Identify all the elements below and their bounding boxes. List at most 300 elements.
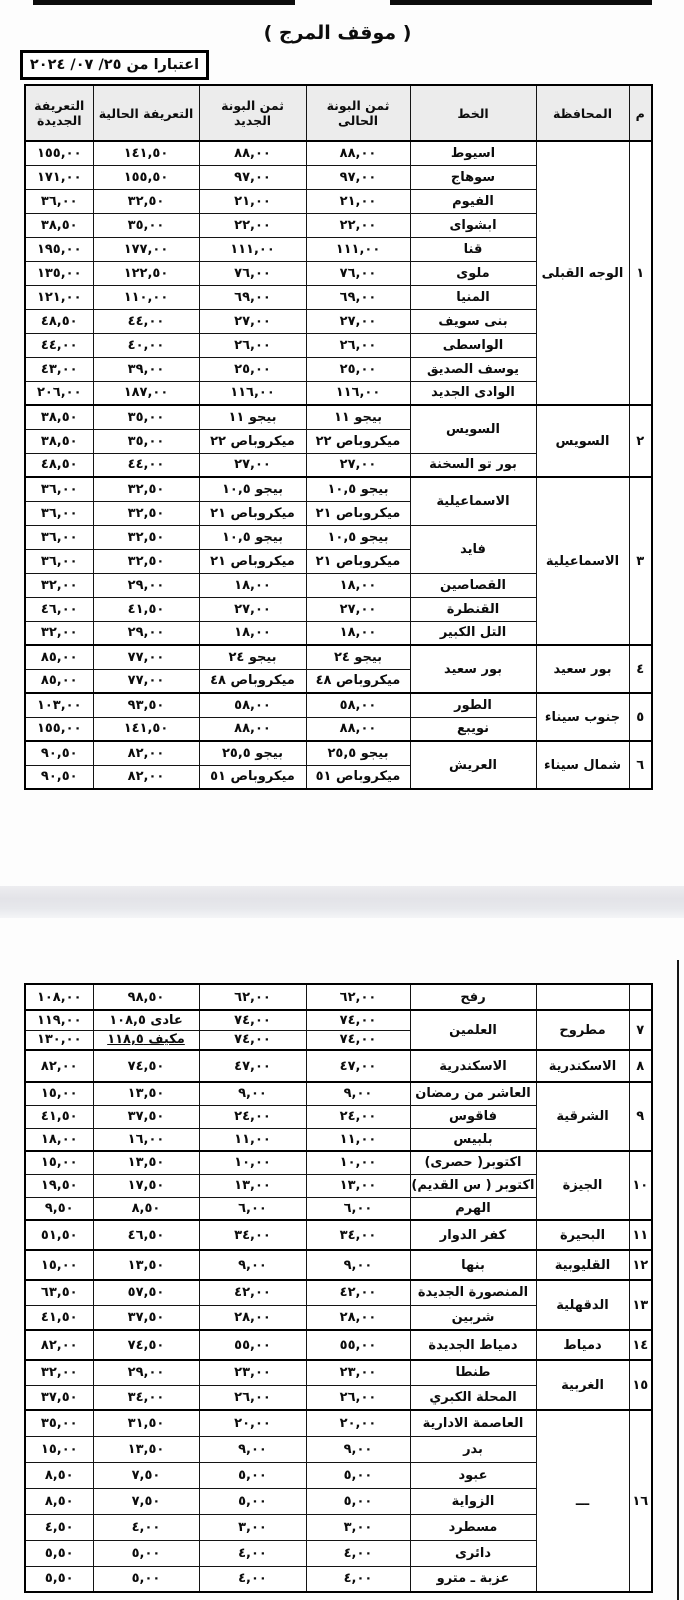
- line-cell: بور سعيد: [410, 645, 536, 693]
- bona-new-cell: ٢٥,٠٠: [199, 357, 306, 381]
- tariff-new-cell: ٣٧,٥٠: [25, 1385, 93, 1410]
- tariff-new-cell: ٢٠٦,٠٠: [25, 381, 93, 405]
- fare-row: [25, 984, 652, 1010]
- line-cell: دائرى: [410, 1540, 536, 1566]
- num-cell: ٦: [629, 741, 652, 789]
- fare-row: [25, 477, 652, 501]
- line-cell: الفيوم: [410, 189, 536, 213]
- bona-new-cell: ٥٨,٠٠: [199, 693, 306, 717]
- bona-new-cell: ١١,٠٠: [199, 1128, 306, 1151]
- bona-current-cell: ٧٦,٠٠: [306, 261, 410, 285]
- tariff-current-cell: ٢٩,٠٠: [93, 573, 199, 597]
- line-cell: فايد: [410, 525, 536, 573]
- line-cell: بدر: [410, 1436, 536, 1462]
- fare-row: [25, 1410, 652, 1436]
- line-cell: نويبع: [410, 717, 536, 741]
- line-cell: الطور: [410, 693, 536, 717]
- bona-current-cell: ميكروباص ٢٢: [306, 429, 410, 453]
- bona-new-cell: ٤,٠٠: [199, 1540, 306, 1566]
- line-cell: كفر الدوار: [410, 1220, 536, 1250]
- tariff-new-cell: ٣٢,٠٠: [25, 573, 93, 597]
- tariff-current-cell: ٤٦,٥٠: [93, 1220, 199, 1250]
- tariff-new-cell: ٦٣,٥٠: [25, 1280, 93, 1305]
- tariff-new-cell: ١٥٥,٠٠: [25, 717, 93, 741]
- fare-row: [25, 645, 652, 669]
- line-cell: المنصورة الجديدة: [410, 1280, 536, 1305]
- fare-table-part2: [24, 983, 653, 1593]
- num-cell: ٣: [629, 477, 652, 645]
- bona-new-cell: ٧٤,٠٠: [199, 1010, 306, 1030]
- tariff-new-cell: ٨,٥٠: [25, 1462, 93, 1488]
- gov-cell: الدقهلية: [536, 1280, 629, 1330]
- tariff-current-cell: ٢٩,٠٠: [93, 1360, 199, 1385]
- tariff-new-cell: ٥١,٥٠: [25, 1220, 93, 1250]
- tariff-new-cell: ١١٩,٠٠: [25, 1010, 93, 1030]
- tariff-new-cell: ٣٦,٠٠: [25, 549, 93, 573]
- fare-row: [25, 1050, 652, 1082]
- line-cell: ملوى: [410, 261, 536, 285]
- tariff-new-cell: ٥,٥٠: [25, 1566, 93, 1592]
- tariff-new-cell: ١٨,٠٠: [25, 1128, 93, 1151]
- num-cell: ١٥: [629, 1360, 652, 1410]
- gov-cell: السويس: [536, 405, 629, 477]
- bona-current-cell: ٢٨,٠٠: [306, 1305, 410, 1330]
- tariff-new-cell: ١٢١,٠٠: [25, 285, 93, 309]
- bona-current-cell: بيجو ١٠,٥: [306, 525, 410, 549]
- line-cell: بنى سويف: [410, 309, 536, 333]
- line-cell: عبود: [410, 1462, 536, 1488]
- fare-row: [25, 1220, 652, 1250]
- line-cell: المنيا: [410, 285, 536, 309]
- num-cell: ١١: [629, 1220, 652, 1250]
- tariff-new-cell: ١٥,٠٠: [25, 1082, 93, 1105]
- bona-new-cell: ٥٥,٠٠: [199, 1330, 306, 1360]
- bona-new-cell: ٣,٠٠: [199, 1514, 306, 1540]
- tariff-new-cell: ٣٨,٥٠: [25, 429, 93, 453]
- tariff-current-cell: ١٢٢,٥٠: [93, 261, 199, 285]
- tariff-current-cell: ١٥٥,٥٠: [93, 165, 199, 189]
- line-cell: رفح: [410, 984, 536, 1010]
- line-cell: العاشر من رمضان: [410, 1082, 536, 1105]
- bona-current-cell: ٥٨,٠٠: [306, 693, 410, 717]
- bona-new-cell: ٧٤,٠٠: [199, 1030, 306, 1050]
- line-cell: بور تو السخنة: [410, 453, 536, 477]
- bona-new-cell: ٢٧,٠٠: [199, 453, 306, 477]
- tariff-current-cell: ٩٨,٥٠: [93, 984, 199, 1010]
- tariff-new-cell: ٨٥,٠٠: [25, 669, 93, 693]
- num-cell: ١٣: [629, 1280, 652, 1330]
- gov-cell: الغربية: [536, 1360, 629, 1410]
- fare-row: [25, 1082, 652, 1105]
- tariff-current-cell: ٧٤,٥٠: [93, 1050, 199, 1082]
- bona-current-cell: ٤,٠٠: [306, 1540, 410, 1566]
- line-cell: القنطرة: [410, 597, 536, 621]
- column-header-num: م: [629, 85, 652, 141]
- tariff-current-cell: عادى ١٠٨,٥: [93, 1010, 199, 1030]
- bona-current-cell: ٢٤,٠٠: [306, 1105, 410, 1128]
- num-cell: ١٦: [629, 1410, 652, 1592]
- fare-row: [25, 1151, 652, 1174]
- tariff-new-cell: ٤٨,٥٠: [25, 453, 93, 477]
- bona-current-cell: ميكروباص ٤٨: [306, 669, 410, 693]
- gov-cell: الوجه القبلى: [536, 141, 629, 405]
- tariff-current-cell: ١٧٧,٠٠: [93, 237, 199, 261]
- bona-new-cell: ٢٨,٠٠: [199, 1305, 306, 1330]
- tariff-current-cell: ١٨٧,٠٠: [93, 381, 199, 405]
- bona-new-cell: بيجو ٢٤: [199, 645, 306, 669]
- top-border-line-left: [33, 0, 295, 5]
- gov-cell: الاسكندرية: [536, 1050, 629, 1082]
- bona-current-cell: ٣,٠٠: [306, 1514, 410, 1540]
- bona-new-cell: ٦٢,٠٠: [199, 984, 306, 1010]
- fare-row: [25, 1280, 652, 1305]
- fare-row: [25, 1010, 652, 1030]
- tariff-current-cell: ١٣,٥٠: [93, 1436, 199, 1462]
- tariff-current-cell: ٤١,٥٠: [93, 597, 199, 621]
- line-cell: العريش: [410, 741, 536, 789]
- bona-current-cell: بيجو ٢٤: [306, 645, 410, 669]
- bona-current-cell: بيجو ٢٥,٥: [306, 741, 410, 765]
- bona-current-cell: ١٨,٠٠: [306, 573, 410, 597]
- tariff-current-cell: ٢٩,٠٠: [93, 621, 199, 645]
- line-cell: شربين: [410, 1305, 536, 1330]
- bona-new-cell: ٧٦,٠٠: [199, 261, 306, 285]
- bona-new-cell: ميكروباص ٢١: [199, 549, 306, 573]
- bona-new-cell: ٦٩,٠٠: [199, 285, 306, 309]
- tariff-new-cell: ١٥٥,٠٠: [25, 141, 93, 165]
- tariff-new-cell: ٣٢,٠٠: [25, 1360, 93, 1385]
- line-cell: الاسكندرية: [410, 1050, 536, 1082]
- line-cell: الهرم: [410, 1197, 536, 1220]
- bona-new-cell: ٤,٠٠: [199, 1566, 306, 1592]
- tariff-new-cell: ١٩٥,٠٠: [25, 237, 93, 261]
- tariff-current-cell: ٣٧,٥٠: [93, 1305, 199, 1330]
- page-stitch-divider: [0, 886, 684, 918]
- tariff-current-cell: ٣٢,٥٠: [93, 477, 199, 501]
- tariff-current-cell: ٣٧,٥٠: [93, 1105, 199, 1128]
- line-cell: السويس: [410, 405, 536, 453]
- column-header-bona_current: ثمن البونة الحالى: [306, 85, 410, 141]
- bona-new-cell: ميكروباص ٤٨: [199, 669, 306, 693]
- tariff-current-cell: ٧٧,٠٠: [93, 669, 199, 693]
- column-header-gov: المحافظة: [536, 85, 629, 141]
- bona-current-cell: ١٣,٠٠: [306, 1174, 410, 1197]
- bona-current-cell: ١٠,٠٠: [306, 1151, 410, 1174]
- tariff-new-cell: ١٧١,٠٠: [25, 165, 93, 189]
- num-cell: ١: [629, 141, 652, 405]
- tariff-current-cell: ٥,٠٠: [93, 1566, 199, 1592]
- tariff-new-cell: ٤٣,٠٠: [25, 357, 93, 381]
- tariff-current-cell: ٣٢,٥٠: [93, 549, 199, 573]
- gov-cell: القليوبية: [536, 1250, 629, 1280]
- bona-current-cell: ٤٢,٠٠: [306, 1280, 410, 1305]
- bona-new-cell: ٢٧,٠٠: [199, 597, 306, 621]
- bona-current-cell: ٤٧,٠٠: [306, 1050, 410, 1082]
- gov-cell: بور سعيد: [536, 645, 629, 693]
- top-border-line-right: [390, 0, 652, 5]
- line-cell: اسيوط: [410, 141, 536, 165]
- bona-current-cell: ٥٥,٠٠: [306, 1330, 410, 1360]
- line-cell: عزبة ـ مترو: [410, 1566, 536, 1592]
- bona-new-cell: ٩٧,٠٠: [199, 165, 306, 189]
- tariff-new-cell: ٣٢,٠٠: [25, 621, 93, 645]
- bona-new-cell: ١٨,٠٠: [199, 621, 306, 645]
- bona-new-cell: ٢٣,٠٠: [199, 1360, 306, 1385]
- photo-edge-artifact-line: [677, 960, 679, 1600]
- tariff-current-cell: ٣٥,٠٠: [93, 405, 199, 429]
- bona-current-cell: ٨٨,٠٠: [306, 141, 410, 165]
- tariff-current-cell: ٥,٠٠: [93, 1540, 199, 1566]
- tariff-current-cell: مكيف ١١٨,٥: [93, 1030, 199, 1050]
- line-cell: الواسطى: [410, 333, 536, 357]
- tariff-new-cell: ١٩,٥٠: [25, 1174, 93, 1197]
- tariff-new-cell: ٤,٥٠: [25, 1514, 93, 1540]
- num-cell: ٢: [629, 405, 652, 477]
- gov-cell: مطروح: [536, 1010, 629, 1050]
- gov-cell: جنوب سيناء: [536, 693, 629, 741]
- bona-new-cell: بيجو ٢٥,٥: [199, 741, 306, 765]
- tariff-new-cell: ٣٥,٠٠: [25, 1410, 93, 1436]
- bona-new-cell: ٢١,٠٠: [199, 189, 306, 213]
- tariff-current-cell: ٣٥,٠٠: [93, 429, 199, 453]
- tariff-new-cell: ٣٨,٥٠: [25, 405, 93, 429]
- num-cell: ٧: [629, 1010, 652, 1050]
- bona-new-cell: ٩,٠٠: [199, 1250, 306, 1280]
- bona-new-cell: ٢٦,٠٠: [199, 1385, 306, 1410]
- bona-new-cell: ٩,٠٠: [199, 1436, 306, 1462]
- fare-row: [25, 741, 652, 765]
- gov-cell: دمياط: [536, 1330, 629, 1360]
- tariff-current-cell: ٣٢,٥٠: [93, 525, 199, 549]
- fare-row: [25, 693, 652, 717]
- gov-cell: شمال سيناء: [536, 741, 629, 789]
- bona-current-cell: بيجو ١١: [306, 405, 410, 429]
- tariff-new-cell: ٨٢,٠٠: [25, 1330, 93, 1360]
- tariff-new-cell: ١٥,٠٠: [25, 1151, 93, 1174]
- bona-new-cell: ٢٤,٠٠: [199, 1105, 306, 1128]
- column-header-line: الخط: [410, 85, 536, 141]
- bona-current-cell: ٢٢,٠٠: [306, 213, 410, 237]
- tariff-current-cell: ١٤١,٥٠: [93, 141, 199, 165]
- bona-new-cell: ١٠,٠٠: [199, 1151, 306, 1174]
- line-cell: القصاصين: [410, 573, 536, 597]
- bona-new-cell: بيجو ١٠,٥: [199, 525, 306, 549]
- tariff-new-cell: ٨٢,٠٠: [25, 1050, 93, 1082]
- tariff-current-cell: ٤٤,٠٠: [93, 309, 199, 333]
- tariff-new-cell: ٨٥,٠٠: [25, 645, 93, 669]
- line-cell: سوهاج: [410, 165, 536, 189]
- bona-current-cell: ١٨,٠٠: [306, 621, 410, 645]
- fare-row: [25, 1330, 652, 1360]
- bona-new-cell: ١٨,٠٠: [199, 573, 306, 597]
- tariff-new-cell: ٣٨,٥٠: [25, 213, 93, 237]
- bona-current-cell: ٧٤,٠٠: [306, 1010, 410, 1030]
- tariff-new-cell: ١٣٠,٠٠: [25, 1030, 93, 1050]
- tariff-current-cell: ٨٢,٠٠: [93, 765, 199, 789]
- gov-cell: [536, 984, 629, 1010]
- tariff-current-cell: ٣٢,٥٠: [93, 501, 199, 525]
- gov-cell: الشرقية: [536, 1082, 629, 1151]
- bona-current-cell: ٢٧,٠٠: [306, 309, 410, 333]
- bona-current-cell: ٦٢,٠٠: [306, 984, 410, 1010]
- bona-new-cell: ٨٨,٠٠: [199, 141, 306, 165]
- tariff-new-cell: ٤١,٥٠: [25, 1305, 93, 1330]
- bona-current-cell: ١١٦,٠٠: [306, 381, 410, 405]
- line-cell: اكتوبر ( س القديم): [410, 1174, 536, 1197]
- tariff-current-cell: ١١٠,٠٠: [93, 285, 199, 309]
- bona-new-cell: بيجو ١١: [199, 405, 306, 429]
- tariff-current-cell: ١٤١,٥٠: [93, 717, 199, 741]
- bona-current-cell: ٩,٠٠: [306, 1250, 410, 1280]
- bona-current-cell: ٢٦,٠٠: [306, 1385, 410, 1410]
- tariff-new-cell: ٣٦,٠٠: [25, 501, 93, 525]
- tariff-current-cell: ٤٤,٠٠: [93, 453, 199, 477]
- bona-current-cell: ٦,٠٠: [306, 1197, 410, 1220]
- tariff-current-cell: ٤,٠٠: [93, 1514, 199, 1540]
- bona-new-cell: ميكروباص ٢٢: [199, 429, 306, 453]
- gov-cell: الاسماعيلية: [536, 477, 629, 645]
- tariff-current-cell: ٨٢,٠٠: [93, 741, 199, 765]
- tariff-new-cell: ٤٤,٠٠: [25, 333, 93, 357]
- line-cell: طنطا: [410, 1360, 536, 1385]
- bona-new-cell: ميكروباص ٥١: [199, 765, 306, 789]
- bona-current-cell: ميكروباص ٥١: [306, 765, 410, 789]
- bona-current-cell: ٢٧,٠٠: [306, 453, 410, 477]
- bona-new-cell: ٨٨,٠٠: [199, 717, 306, 741]
- line-cell: ابشواى: [410, 213, 536, 237]
- tariff-current-cell: ٩٣,٥٠: [93, 693, 199, 717]
- fare-row: [25, 405, 652, 429]
- bona-new-cell: ١١١,٠٠: [199, 237, 306, 261]
- line-cell: العلمين: [410, 1010, 536, 1050]
- bona-new-cell: ٢٢,٠٠: [199, 213, 306, 237]
- line-cell: الاسماعيلية: [410, 477, 536, 525]
- tariff-new-cell: ١٠٨,٠٠: [25, 984, 93, 1010]
- page-title: ( موقف المرج ): [263, 22, 412, 44]
- bona-current-cell: ٢٠,٠٠: [306, 1410, 410, 1436]
- tariff-new-cell: ٣٦,٠٠: [25, 477, 93, 501]
- tariff-new-cell: ٤٨,٥٠: [25, 309, 93, 333]
- bona-current-cell: ١١١,٠٠: [306, 237, 410, 261]
- bona-new-cell: بيجو ١٠,٥: [199, 477, 306, 501]
- gov-cell: الجيزة: [536, 1151, 629, 1220]
- tariff-current-cell: ٧,٥٠: [93, 1488, 199, 1514]
- bona-new-cell: ٦,٠٠: [199, 1197, 306, 1220]
- bona-new-cell: ٢٠,٠٠: [199, 1410, 306, 1436]
- bona-new-cell: ١٣,٠٠: [199, 1174, 306, 1197]
- gov-cell: البحيرة: [536, 1220, 629, 1250]
- bona-current-cell: ٣٤,٠٠: [306, 1220, 410, 1250]
- line-cell: بنها: [410, 1250, 536, 1280]
- bona-current-cell: ٢٣,٠٠: [306, 1360, 410, 1385]
- line-cell: فاقوس: [410, 1105, 536, 1128]
- line-cell: الوادى الجديد: [410, 381, 536, 405]
- line-cell: المحلة الكبري: [410, 1385, 536, 1410]
- tariff-current-cell: ١٣,٥٠: [93, 1082, 199, 1105]
- column-header-tariff_new: التعريفة الجديدة: [25, 85, 93, 141]
- gov-cell: ـــ: [536, 1410, 629, 1592]
- tariff-current-cell: ٧٤,٥٠: [93, 1330, 199, 1360]
- bona-current-cell: ٤,٠٠: [306, 1566, 410, 1592]
- bona-current-cell: ٩٧,٠٠: [306, 165, 410, 189]
- num-cell: ٥: [629, 693, 652, 741]
- num-cell: [629, 984, 652, 1010]
- bona-current-cell: ٩,٠٠: [306, 1436, 410, 1462]
- tariff-current-cell: ٧٧,٠٠: [93, 645, 199, 669]
- bona-current-cell: ٥,٠٠: [306, 1462, 410, 1488]
- line-cell: دمياط الجديدة: [410, 1330, 536, 1360]
- bona-current-cell: ٢٧,٠٠: [306, 597, 410, 621]
- num-cell: ٤: [629, 645, 652, 693]
- bona-new-cell: ٥,٠٠: [199, 1462, 306, 1488]
- tariff-current-cell: ٤٠,٠٠: [93, 333, 199, 357]
- fare-row: [25, 1360, 652, 1385]
- tariff-new-cell: ١٠٣,٠٠: [25, 693, 93, 717]
- num-cell: ١٤: [629, 1330, 652, 1360]
- line-cell: العاصمة الادارية: [410, 1410, 536, 1436]
- effective-date-box: اعتبارا من ٢٥/ ٠٧/ ٢٠٢٤: [20, 50, 209, 80]
- column-header-tariff_current: التعريفة الحالية: [93, 85, 199, 141]
- num-cell: ٩: [629, 1082, 652, 1151]
- tariff-new-cell: ٣٦,٠٠: [25, 189, 93, 213]
- bona-current-cell: ٢١,٠٠: [306, 189, 410, 213]
- line-cell: بلبيس: [410, 1128, 536, 1151]
- line-cell: يوسف الصديق: [410, 357, 536, 381]
- bona-current-cell: ميكروباص ٢١: [306, 549, 410, 573]
- tariff-current-cell: ٥٧,٥٠: [93, 1280, 199, 1305]
- tariff-new-cell: ١٥,٠٠: [25, 1250, 93, 1280]
- line-cell: قنا: [410, 237, 536, 261]
- line-cell: اكتوبر( حصرى): [410, 1151, 536, 1174]
- tariff-new-cell: ٨,٥٠: [25, 1488, 93, 1514]
- tariff-current-cell: ١٧,٥٠: [93, 1174, 199, 1197]
- line-cell: مسطرد: [410, 1514, 536, 1540]
- tariff-current-cell: ١٣,٥٠: [93, 1250, 199, 1280]
- tariff-current-cell: ٧,٥٠: [93, 1462, 199, 1488]
- tariff-new-cell: ٩٠,٥٠: [25, 765, 93, 789]
- tariff-current-cell: ١٦,٠٠: [93, 1128, 199, 1151]
- tariff-new-cell: ٣٦,٠٠: [25, 525, 93, 549]
- bona-current-cell: ميكروباص ٢١: [306, 501, 410, 525]
- bona-current-cell: ٢٥,٠٠: [306, 357, 410, 381]
- tariff-current-cell: ٨,٥٠: [93, 1197, 199, 1220]
- bona-new-cell: ١١٦,٠٠: [199, 381, 306, 405]
- tariff-new-cell: ٤٦,٠٠: [25, 597, 93, 621]
- bona-new-cell: ٢٦,٠٠: [199, 333, 306, 357]
- num-cell: ١٢: [629, 1250, 652, 1280]
- tariff-current-cell: ٣١,٥٠: [93, 1410, 199, 1436]
- line-cell: التل الكبير: [410, 621, 536, 645]
- bona-new-cell: ٣٤,٠٠: [199, 1220, 306, 1250]
- fare-row: [25, 141, 652, 165]
- bona-current-cell: ٩,٠٠: [306, 1082, 410, 1105]
- tariff-new-cell: ٩,٥٠: [25, 1197, 93, 1220]
- tariff-current-cell: ٣٩,٠٠: [93, 357, 199, 381]
- tariff-current-cell: ١٣,٥٠: [93, 1151, 199, 1174]
- bona-new-cell: ٤٢,٠٠: [199, 1280, 306, 1305]
- line-cell: الزواية: [410, 1488, 536, 1514]
- tariff-new-cell: ٤١,٥٠: [25, 1105, 93, 1128]
- tariff-new-cell: ٩٠,٥٠: [25, 741, 93, 765]
- bona-current-cell: ٦٩,٠٠: [306, 285, 410, 309]
- bona-current-cell: بيجو ١٠,٥: [306, 477, 410, 501]
- num-cell: ٨: [629, 1050, 652, 1082]
- fare-row: [25, 1250, 652, 1280]
- column-header-bona_new: ثمن البونة الجديد: [199, 85, 306, 141]
- bona-current-cell: ٥,٠٠: [306, 1488, 410, 1514]
- bona-current-cell: ٨٨,٠٠: [306, 717, 410, 741]
- tariff-new-cell: ١٥,٠٠: [25, 1436, 93, 1462]
